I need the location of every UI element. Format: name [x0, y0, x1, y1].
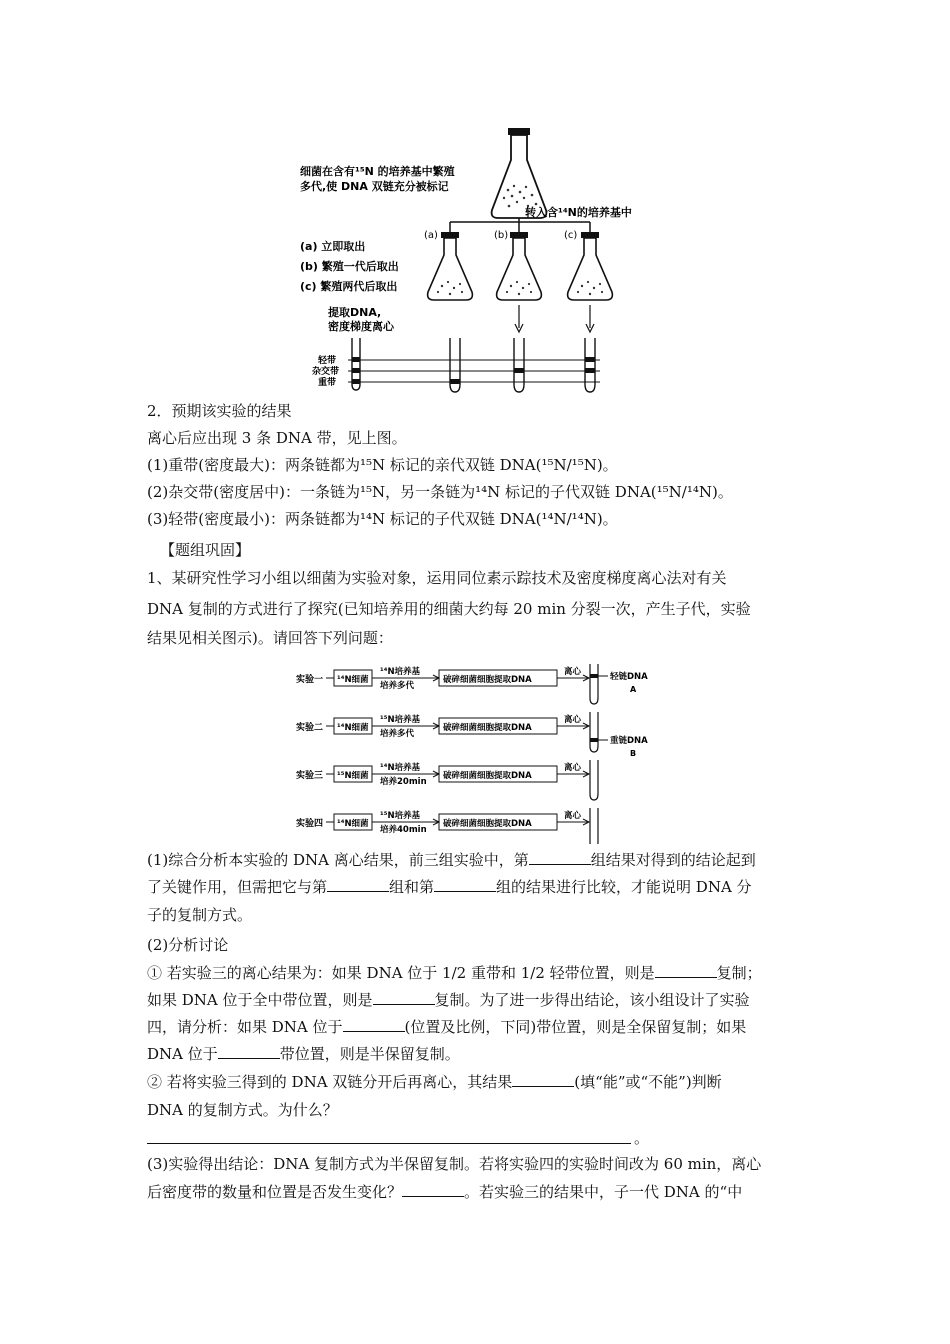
section-heading-exercises: 【题组巩固】	[160, 541, 251, 559]
answer-blank-9[interactable]	[402, 1182, 464, 1197]
question-1-1-line3: 子的复制方式。	[147, 906, 253, 924]
dna-band	[590, 674, 598, 678]
question-1-2-1-line3	[147, 1014, 807, 1041]
tube-b	[514, 338, 524, 392]
experiment-label: 实验四	[296, 819, 324, 829]
question-1-intro-line3: 结果见相关图示)。请回答下列问题：	[147, 629, 393, 647]
result-label: 轻链DNA	[610, 672, 648, 682]
q8-text-b: 带位置，则是半保留复制。	[279, 1045, 460, 1063]
q5-text-a: ① 若实验三的离心结果为：如果 DNA 位于 1/2 重带和 1/2 轻带位置，则是	[147, 964, 655, 982]
start-box-label: ¹⁴N细菌	[337, 675, 369, 685]
experiment-label: 实验三	[296, 771, 324, 781]
question-1-2-2-line1	[147, 1069, 807, 1096]
centrifuge-tube	[590, 808, 598, 844]
legend-b: (b) 繁殖一代后取出	[300, 260, 399, 273]
paragraph-light-band: (3)轻带(密度最小)：两条链都为¹⁴N 标记的子代双链 DNA(¹⁴N/¹⁴N)。	[147, 510, 618, 528]
paragraph-heavy-band: (1)重带(密度最大)：两条链都为¹⁵N 标记的亲代双链 DNA(¹⁵N/¹⁵N)。	[147, 456, 618, 474]
question-1-1-line2	[147, 874, 807, 901]
process-label: 破碎细菌细胞提取DNA	[443, 819, 532, 829]
q13-text-b: 。若实验三的结果中，子一代 DNA 的“中	[464, 1183, 743, 1201]
question-1-2-2-line2: DNA 的复制方式。为什么？	[147, 1101, 338, 1119]
answer-blank-4[interactable]	[655, 963, 717, 978]
q7-text-b: (位置及比例，下同)带位置，则是全保留复制；如果	[404, 1018, 747, 1036]
q13-text-a: 后密度带的数量和位置是否发生变化？	[147, 1183, 403, 1201]
figure1-caption-line1: 细菌在含有¹⁵N 的培养基中繁殖	[300, 165, 455, 178]
centrifuge-label: 离心	[564, 715, 582, 725]
start-box-label: ¹⁴N细菌	[337, 723, 369, 733]
flask-c	[568, 232, 613, 300]
centrifuge-label: 离心	[564, 811, 582, 821]
experiment-label: 实验一	[296, 675, 324, 685]
transfer-label: 转入含¹⁴N的培养基中	[525, 206, 632, 219]
process-label: 破碎细菌细胞提取DNA	[443, 771, 532, 781]
band-label-light: 轻带	[318, 356, 337, 366]
q8-text-a: DNA 位于	[147, 1045, 218, 1063]
flask-a	[428, 232, 473, 300]
centrifuge-tube	[590, 712, 598, 752]
medium-label: ¹⁴N培养基	[380, 667, 421, 677]
q1-text-a: (1)综合分析本实验的 DNA 离心结果，前三组实验中，第	[147, 851, 529, 869]
answer-blank-6[interactable]	[343, 1017, 405, 1032]
answer-line-why[interactable]	[147, 1143, 631, 1144]
flask-label-b: (b)	[494, 230, 509, 241]
tube-c	[585, 338, 595, 392]
answer-blank-5[interactable]	[373, 990, 435, 1005]
centrifuge-tube	[590, 664, 598, 704]
start-box-label: ¹⁴N细菌	[337, 819, 369, 829]
answer-blank-3[interactable]	[434, 877, 496, 892]
experiment-label: 实验二	[296, 723, 324, 733]
answer-blank-8[interactable]	[512, 1072, 574, 1087]
answer-line-end: 。	[634, 1129, 650, 1147]
question-1-2-1-line2	[147, 987, 807, 1014]
q2-text-b: 组和第	[389, 878, 435, 896]
question-1-2-1-line4	[147, 1041, 807, 1068]
legend-c: (c) 繁殖两代后取出	[300, 280, 398, 293]
section-heading-expected-results: 2．预期该实验的结果	[147, 402, 292, 420]
start-box-label: ¹⁵N细菌	[337, 771, 369, 781]
band-label-hybrid: 杂交带	[312, 367, 340, 377]
q7-text-a: 四，请分析：如果 DNA 位于	[147, 1018, 343, 1036]
q1-text-b: 组结果对得到的结论起到	[590, 851, 756, 869]
band-label-heavy: 重带	[318, 378, 337, 388]
result-letter: A	[630, 685, 637, 694]
q2-text-a: 了关键作用，但需把它与第	[147, 878, 328, 896]
question-1-2-1-line1	[147, 960, 807, 987]
legend-a: (a) 立即取出	[300, 240, 366, 253]
q9-text-a: ② 若将实验三得到的 DNA 双链分开后再离心，其结果	[147, 1073, 513, 1091]
condition-label: 培养多代	[380, 729, 415, 739]
answer-blank-2[interactable]	[327, 877, 389, 892]
paragraph-bands: 离心后应出现 3 条 DNA 带，见上图。	[147, 429, 407, 447]
question-1-2-heading: (2)分析讨论	[147, 936, 229, 954]
condition-label: 培养20min	[380, 777, 427, 787]
answer-blank-1[interactable]	[529, 850, 591, 865]
medium-label: ¹⁴N培养基	[380, 763, 421, 773]
centrifuge-tube	[590, 760, 598, 800]
extract-label-1: 提取DNA,	[328, 306, 382, 319]
tube-a	[450, 338, 460, 392]
centrifuge-label: 离心	[564, 667, 582, 677]
flask-label-a: (a)	[424, 230, 438, 241]
answer-blank-7[interactable]	[218, 1044, 280, 1059]
q5-text-b: 复制；	[716, 964, 762, 982]
result-letter: B	[630, 749, 637, 758]
paragraph-hybrid-band: (2)杂交带(密度居中)：一条链为¹⁵N，另一条链为¹⁴N 标记的子代双链 DNA(¹⁵N/¹⁴N)。	[147, 483, 733, 501]
question-1-intro-line2: DNA 复制的方式进行了探究(已知培养用的细菌大约每 20 min 分裂一次，产生子代，实验	[147, 600, 751, 618]
medium-label: ¹⁵N培养基	[380, 811, 421, 821]
question-1-3-line1: (3)实验得出结论：DNA 复制方式为半保留复制。若将实验四的实验时间改为 60 min，离心	[147, 1155, 762, 1173]
reference-tube	[352, 338, 360, 390]
flask-b	[497, 232, 542, 300]
source-flask	[492, 128, 547, 218]
condition-label: 培养多代	[380, 681, 415, 691]
process-label: 破碎细菌细胞提取DNA	[443, 675, 532, 685]
condition-label: 培养40min	[380, 825, 427, 835]
q6-text-a: 如果 DNA 位于全中带位置，则是	[147, 991, 373, 1009]
q2-text-c: 组的结果进行比较，才能说明 DNA 分	[496, 878, 752, 896]
flask-label-c: (c)	[564, 230, 578, 241]
figure1-caption-line2: 多代,使 DNA 双链充分被标记	[300, 180, 449, 193]
medium-label: ¹⁵N培养基	[380, 715, 421, 725]
experiment-flow-diagram	[292, 654, 672, 844]
dna-replication-flask-figure	[290, 120, 650, 400]
question-1-intro-line1: 1、某研究性学习小组以细菌为实验对象，运用同位素示踪技术及密度梯度离心法对有关	[147, 569, 727, 587]
process-label: 破碎细菌细胞提取DNA	[443, 723, 532, 733]
question-1-3-line2	[147, 1179, 807, 1206]
q9-text-b: (填“能”或“不能”)判断	[574, 1073, 722, 1091]
q6-text-b: 复制。为了进一步得出结论，该小组设计了实验	[434, 991, 750, 1009]
centrifuge-label: 离心	[564, 763, 582, 773]
result-label: 重链DNA	[610, 736, 648, 746]
question-1-1-line1	[147, 847, 807, 874]
dna-band	[590, 738, 598, 742]
extract-label-2: 密度梯度离心	[328, 320, 394, 333]
